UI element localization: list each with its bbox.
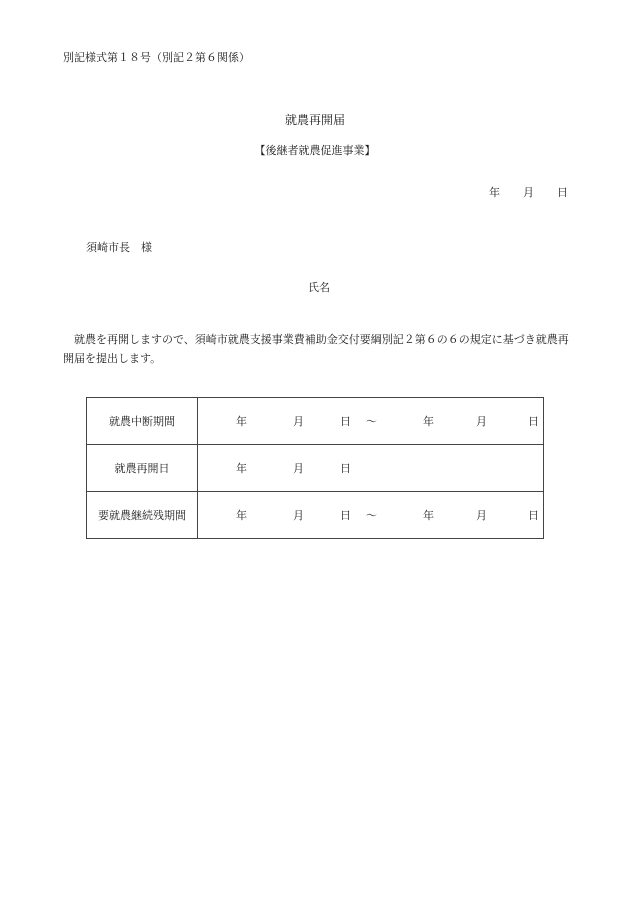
day-label: 日 bbox=[340, 509, 351, 522]
date-year-label: 年 bbox=[489, 186, 500, 199]
program-name: 【後継者就農促進事業】 bbox=[254, 144, 376, 157]
table-row bbox=[87, 445, 544, 492]
year-label: 年 bbox=[423, 509, 434, 522]
row-label-remaining-period: 要就農継続残期間 bbox=[87, 492, 198, 539]
day-label: 日 bbox=[340, 462, 351, 475]
year-label: 年 bbox=[236, 509, 247, 522]
month-label: 月 bbox=[293, 415, 304, 428]
year-label: 年 bbox=[423, 415, 434, 428]
year-label: 年 bbox=[236, 415, 247, 428]
row-value-remaining-period bbox=[198, 492, 544, 539]
table-row bbox=[87, 492, 544, 539]
body-text: 就農を再開しますので、須崎市就農支援事業費補助金交付要綱別記２第６の６の規定に基づき就農再開届を提出します。 bbox=[63, 333, 569, 365]
day-label: 日 bbox=[528, 415, 539, 428]
row-value-resumption-date bbox=[198, 445, 544, 492]
year-label: 年 bbox=[236, 462, 247, 475]
period-table bbox=[86, 397, 544, 539]
month-label: 月 bbox=[293, 462, 304, 475]
range-tilde: 〜 bbox=[366, 415, 377, 428]
table-row bbox=[87, 398, 544, 445]
month-label: 月 bbox=[476, 509, 487, 522]
month-label: 月 bbox=[476, 415, 487, 428]
recipient: 須崎市長 様 bbox=[86, 241, 152, 254]
applicant-name-label: 氏名 bbox=[308, 281, 330, 294]
date-line bbox=[489, 184, 568, 200]
range-tilde: 〜 bbox=[366, 509, 377, 522]
month-label: 月 bbox=[293, 509, 304, 522]
day-label: 日 bbox=[340, 415, 351, 428]
day-label: 日 bbox=[528, 509, 539, 522]
form-number: 別記様式第１８号（別記２第６関係） bbox=[63, 51, 250, 64]
row-label-resumption-date: 就農再開日 bbox=[87, 445, 198, 492]
date-day-label: 日 bbox=[557, 186, 568, 199]
row-label-interruption-period: 就農中断期間 bbox=[87, 398, 198, 445]
date-month-label: 月 bbox=[523, 186, 534, 199]
document-title: 就農再開届 bbox=[284, 113, 345, 127]
row-value-interruption-period bbox=[198, 398, 544, 445]
